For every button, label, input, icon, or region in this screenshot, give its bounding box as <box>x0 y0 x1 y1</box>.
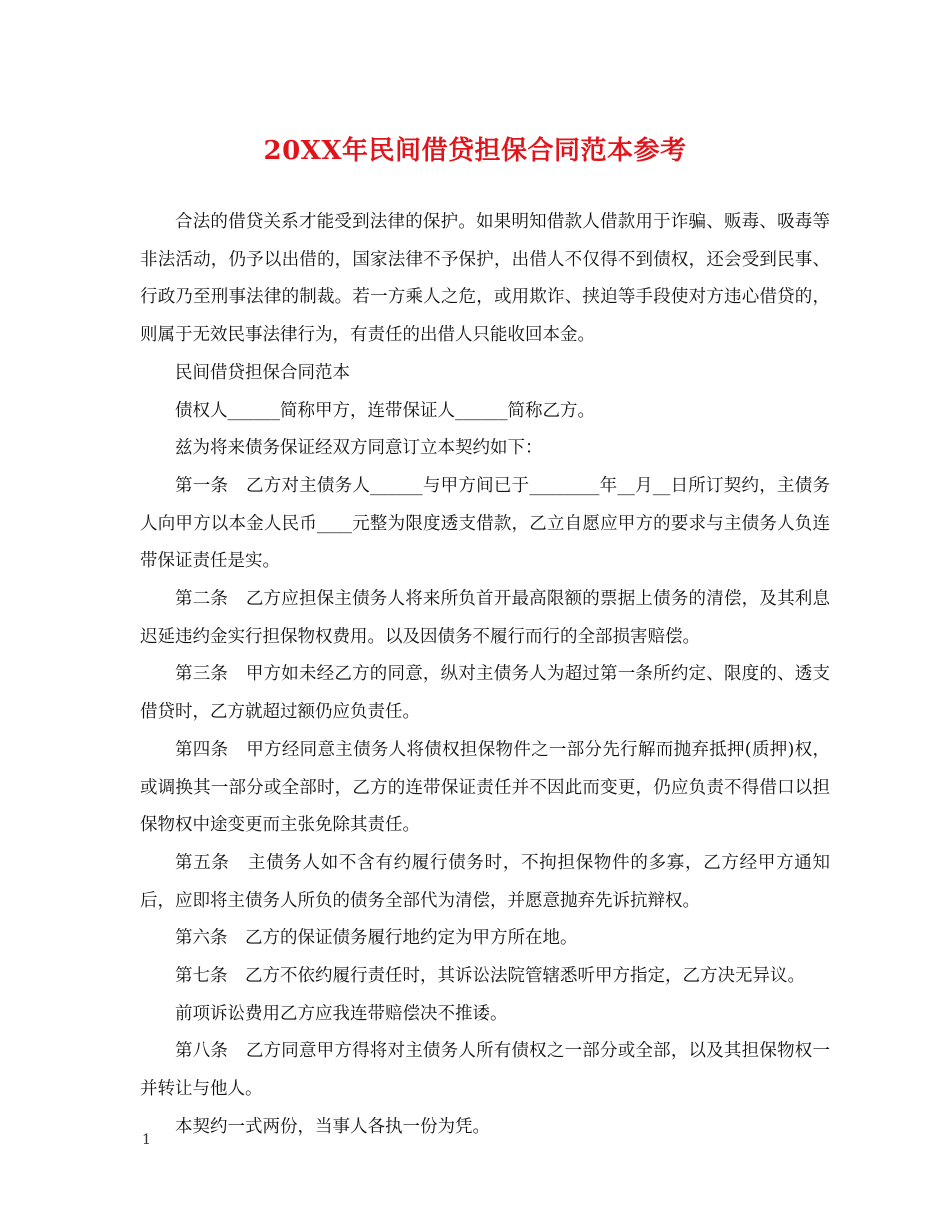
preamble-line: 兹为将来债务保证经双方同意订立本契约如下： <box>175 438 543 459</box>
article-4: 第四条 甲方经同意主债务人将债权担保物件之一部分先行解而抛弃抵押(质押)权，或调换其一部分或全部时，乙方的连带保证责任并不因此而变更，仍应负责不得借口以担保物权中途变更而主张免除其责任。 <box>140 739 830 836</box>
article-3: 第三条 甲方如未经乙方的同意，纵对主债务人为超过第一条所约定、限度的、透支借贷时，乙方就超过额仍应负责任。 <box>140 664 830 723</box>
article-2: 第二条 乙方应担保主债务人将来所负首开最高限额的票据上债务的清偿，及其利息迟延违约金实行担保物权费用。以及因债务不履行而行的全部损害赔偿。 <box>140 589 830 647</box>
document-title: 20XX年民间借贷担保合同范本参考 <box>263 136 687 166</box>
article-7: 第七条 乙方不依约履行责任时，其诉讼法院管辖悉听甲方指定，乙方决无异议。 <box>175 966 805 987</box>
article-6: 第六条 乙方的保证债务履行地约定为甲方所在地。 <box>175 928 578 949</box>
intro-paragraph: 合法的借贷关系才能受到法律的保护。如果明知借款人借款用于诈骗、贩毒、吸毒等非法活动，仍予以出借的，国家法律不予保护，出借人不仅得不到债权，还会受到民事、行政乃至刑事法律的制裁。若一方乘人之危，或用欺诈、挟迫等手段使对方违心借贷的，则属于无效民事法律行为，有责任的出借人只能收回本金。 <box>140 212 830 346</box>
closing-line: 本契约一式两份，当事人各执一份为凭。 <box>175 1116 490 1137</box>
contract-heading: 民间借贷担保合同范本 <box>175 362 350 383</box>
parties-line: 债权人______简称甲方，连带保证人______简称乙方。 <box>175 400 595 421</box>
article-5: 第五条 主债务人如不含有约履行债务时，不拘担保物件的多寡，乙方经甲方通知后，应即将主债务人所负的债务全部代为清偿，并愿意抛弃先诉抗辩权。 <box>140 852 830 911</box>
article-8: 第八条 乙方同意甲方得将对主债务人所有债权之一部分或全部，以及其担保物权一并转让与他人。 <box>140 1041 830 1100</box>
document-body <box>140 204 830 1147</box>
page-number: 1 <box>142 1132 151 1148</box>
article-1: 第一条 乙方对主债务人______与甲方间已于________年__月__日所订契约，主债务人向甲方以本金人民币____元整为限度透支借款，乙立自愿应甲方的要求与主债务人负连带保证责任是实。 <box>140 475 830 572</box>
article-7-note: 前项诉讼费用乙方应我连带赔偿决不推诿。 <box>175 1003 508 1024</box>
